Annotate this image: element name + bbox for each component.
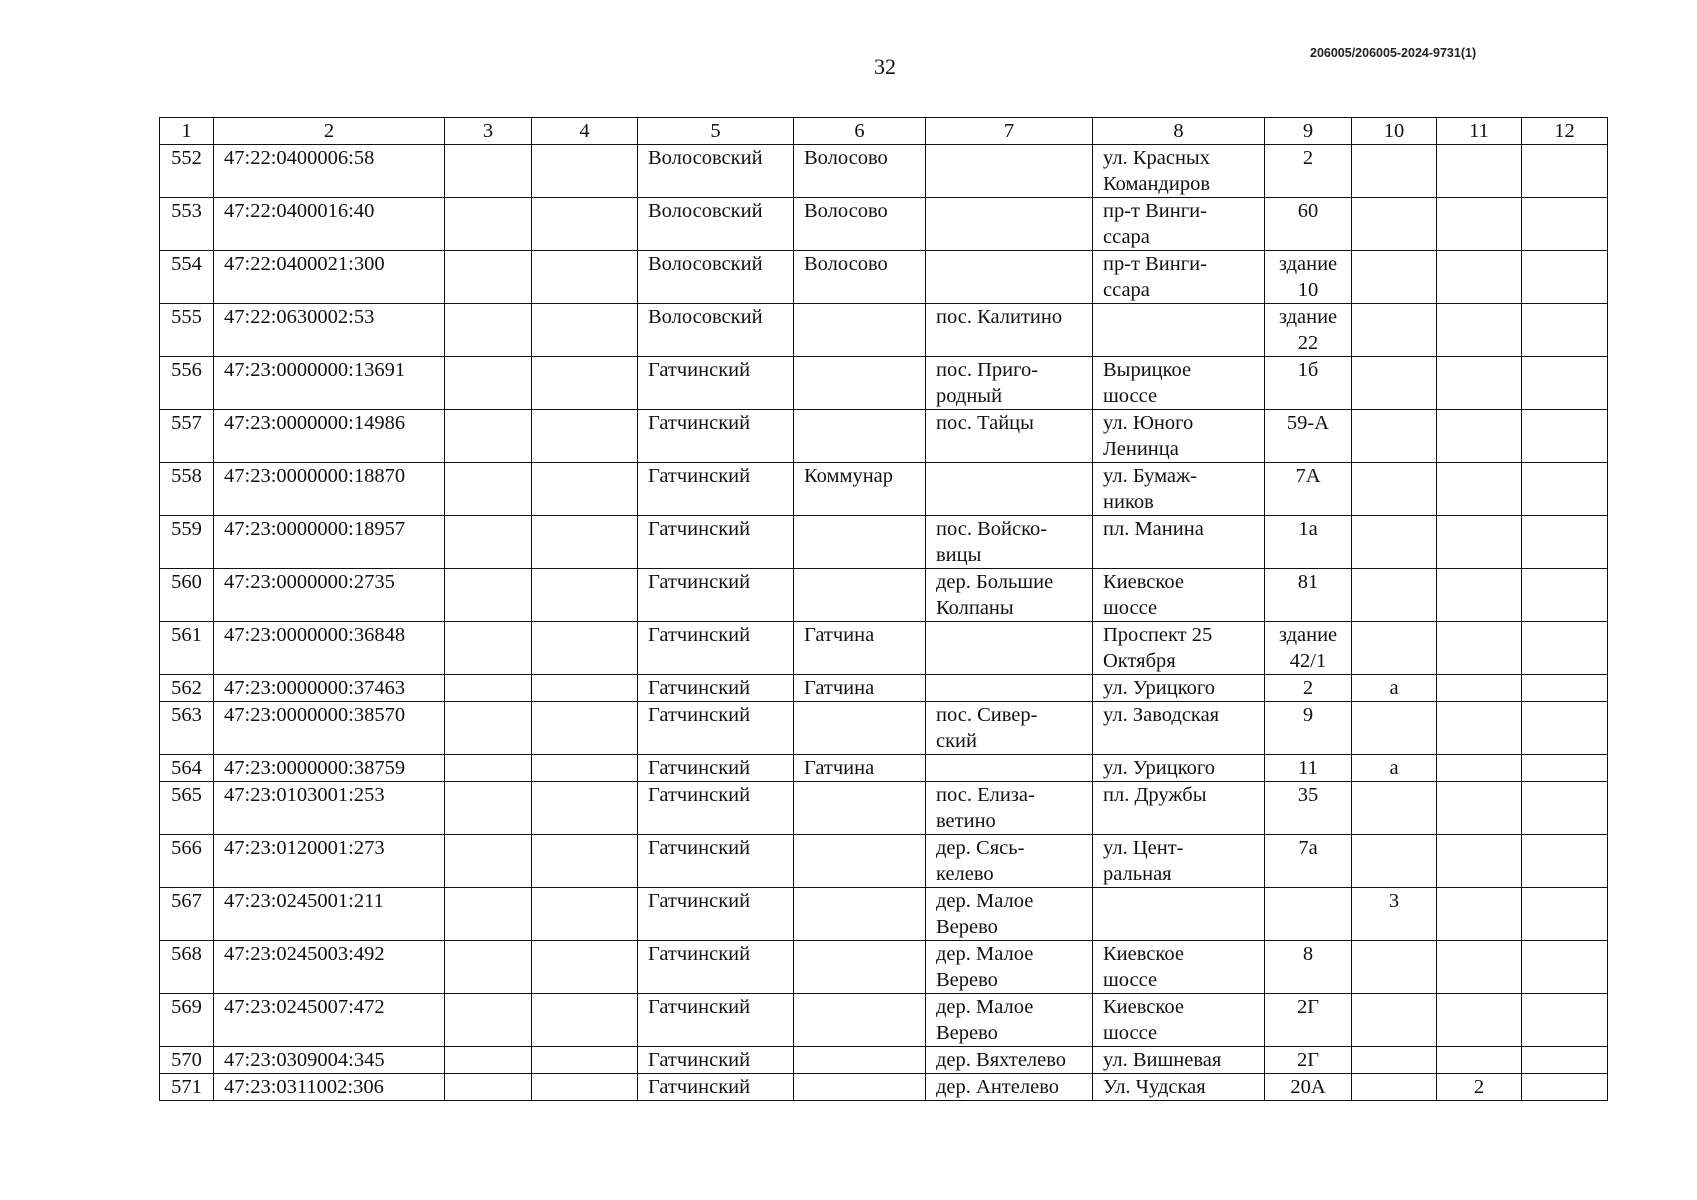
cell-col-2: 47:23:0000000:37463 xyxy=(214,675,445,702)
cell-col-1: 561 xyxy=(160,622,214,675)
table-row xyxy=(160,357,1608,410)
table-row xyxy=(160,251,1608,304)
cell-col-11 xyxy=(1437,516,1522,569)
cell-col-2: 47:23:0245007:472 xyxy=(214,994,445,1047)
cell-col-9: 2 xyxy=(1265,675,1352,702)
document-id: 206005/206005-2024-9731(1) xyxy=(1310,46,1477,60)
cell-col-1: 552 xyxy=(160,145,214,198)
cell-col-11 xyxy=(1437,1047,1522,1074)
cell-col-4 xyxy=(532,357,638,410)
cell-col-6 xyxy=(794,410,926,463)
cell-col-7: дер. Сясь- келево xyxy=(926,835,1093,888)
cell-col-9: 20А xyxy=(1265,1074,1352,1101)
cell-col-1: 565 xyxy=(160,782,214,835)
cell-col-11 xyxy=(1437,888,1522,941)
cell-col-1: 558 xyxy=(160,463,214,516)
cell-col-2: 47:23:0245001:211 xyxy=(214,888,445,941)
cell-col-12 xyxy=(1522,622,1608,675)
column-header-7: 7 xyxy=(926,118,1093,145)
cell-col-8: Киевское шоссе xyxy=(1093,994,1265,1047)
cell-col-1: 568 xyxy=(160,941,214,994)
cell-col-5: Гатчинский xyxy=(638,569,794,622)
table-row xyxy=(160,145,1608,198)
cell-col-10 xyxy=(1352,569,1437,622)
cell-col-12 xyxy=(1522,755,1608,782)
cell-col-9: здание 22 xyxy=(1265,304,1352,357)
cell-col-10 xyxy=(1352,304,1437,357)
cell-col-4 xyxy=(532,569,638,622)
cell-col-6: Волосово xyxy=(794,145,926,198)
table-row xyxy=(160,835,1608,888)
cell-col-7: пос. Сивер- ский xyxy=(926,702,1093,755)
cell-col-11 xyxy=(1437,782,1522,835)
table-body xyxy=(160,145,1608,1101)
cell-col-3 xyxy=(445,463,532,516)
cell-col-10 xyxy=(1352,994,1437,1047)
cell-col-3 xyxy=(445,569,532,622)
cell-col-2: 47:22:0630002:53 xyxy=(214,304,445,357)
cell-col-5: Гатчинский xyxy=(638,702,794,755)
cell-col-11 xyxy=(1437,198,1522,251)
cell-col-10 xyxy=(1352,782,1437,835)
cell-col-6 xyxy=(794,1074,926,1101)
column-header-10: 10 xyxy=(1352,118,1437,145)
cell-col-9: 11 xyxy=(1265,755,1352,782)
cell-col-6: Волосово xyxy=(794,198,926,251)
cell-col-5: Гатчинский xyxy=(638,622,794,675)
cell-col-1: 560 xyxy=(160,569,214,622)
cell-col-11 xyxy=(1437,675,1522,702)
page-number: 32 xyxy=(874,54,896,79)
cell-col-4 xyxy=(532,198,638,251)
cell-col-4 xyxy=(532,251,638,304)
cell-col-8: ул. Бумаж- ников xyxy=(1093,463,1265,516)
cell-col-10 xyxy=(1352,145,1437,198)
cell-col-10 xyxy=(1352,941,1437,994)
column-header-6: 6 xyxy=(794,118,926,145)
cell-col-3 xyxy=(445,304,532,357)
cell-col-6: Коммунар xyxy=(794,463,926,516)
cell-col-1: 564 xyxy=(160,755,214,782)
cell-col-1: 553 xyxy=(160,198,214,251)
cell-col-1: 559 xyxy=(160,516,214,569)
cell-col-1: 567 xyxy=(160,888,214,941)
cell-col-6 xyxy=(794,304,926,357)
cell-col-5: Гатчинский xyxy=(638,410,794,463)
cell-col-12 xyxy=(1522,702,1608,755)
cell-col-10 xyxy=(1352,410,1437,463)
table-row xyxy=(160,994,1608,1047)
cell-col-3 xyxy=(445,941,532,994)
cell-col-10 xyxy=(1352,835,1437,888)
cell-col-7: дер. Малое Верево xyxy=(926,888,1093,941)
cell-col-1: 556 xyxy=(160,357,214,410)
cell-col-8: ул. Урицкого xyxy=(1093,755,1265,782)
cell-col-11 xyxy=(1437,622,1522,675)
cell-col-12 xyxy=(1522,569,1608,622)
cell-col-7 xyxy=(926,463,1093,516)
cell-col-10 xyxy=(1352,198,1437,251)
cell-col-3 xyxy=(445,410,532,463)
column-header-4: 4 xyxy=(532,118,638,145)
cell-col-5: Гатчинский xyxy=(638,1047,794,1074)
table-row xyxy=(160,675,1608,702)
cell-col-11 xyxy=(1437,835,1522,888)
cell-col-5: Гатчинский xyxy=(638,835,794,888)
cell-col-4 xyxy=(532,622,638,675)
cell-col-12 xyxy=(1522,835,1608,888)
cell-col-8: пл. Манина xyxy=(1093,516,1265,569)
cell-col-5: Гатчинский xyxy=(638,755,794,782)
table-row xyxy=(160,463,1608,516)
cell-col-8: Вырицкое шоссе xyxy=(1093,357,1265,410)
cell-col-3 xyxy=(445,1047,532,1074)
cell-col-6 xyxy=(794,569,926,622)
cell-col-12 xyxy=(1522,145,1608,198)
table-row xyxy=(160,1047,1608,1074)
column-header-1: 1 xyxy=(160,118,214,145)
cell-col-12 xyxy=(1522,198,1608,251)
cell-col-9 xyxy=(1265,888,1352,941)
cell-col-2: 47:23:0311002:306 xyxy=(214,1074,445,1101)
cell-col-9: 8 xyxy=(1265,941,1352,994)
cell-col-6 xyxy=(794,782,926,835)
cell-col-12 xyxy=(1522,304,1608,357)
cell-col-4 xyxy=(532,410,638,463)
cell-col-7: дер. Большие Колпаны xyxy=(926,569,1093,622)
table-row xyxy=(160,516,1608,569)
cell-col-10 xyxy=(1352,463,1437,516)
cell-col-4 xyxy=(532,835,638,888)
cell-col-1: 571 xyxy=(160,1074,214,1101)
cell-col-11 xyxy=(1437,357,1522,410)
cell-col-11: 2 xyxy=(1437,1074,1522,1101)
cell-col-9: 7А xyxy=(1265,463,1352,516)
cell-col-5: Гатчинский xyxy=(638,516,794,569)
cell-col-9: 81 xyxy=(1265,569,1352,622)
table-row xyxy=(160,569,1608,622)
cell-col-2: 47:23:0245003:492 xyxy=(214,941,445,994)
cell-col-3 xyxy=(445,198,532,251)
table-row xyxy=(160,702,1608,755)
cell-col-6: Гатчина xyxy=(794,755,926,782)
cell-col-2: 47:23:0000000:18870 xyxy=(214,463,445,516)
cell-col-8: ул. Урицкого xyxy=(1093,675,1265,702)
table-row xyxy=(160,410,1608,463)
cell-col-8 xyxy=(1093,888,1265,941)
cell-col-8: ул. Заводская xyxy=(1093,702,1265,755)
table-row xyxy=(160,782,1608,835)
cell-col-10 xyxy=(1352,1074,1437,1101)
cell-col-3 xyxy=(445,1074,532,1101)
cell-col-11 xyxy=(1437,251,1522,304)
cell-col-3 xyxy=(445,702,532,755)
cell-col-4 xyxy=(532,782,638,835)
column-header-3: 3 xyxy=(445,118,532,145)
cell-col-3 xyxy=(445,888,532,941)
cell-col-3 xyxy=(445,622,532,675)
cell-col-12 xyxy=(1522,994,1608,1047)
cell-col-5: Волосовский xyxy=(638,145,794,198)
cell-col-7 xyxy=(926,145,1093,198)
cell-col-11 xyxy=(1437,702,1522,755)
cell-col-6 xyxy=(794,835,926,888)
cell-col-2: 47:23:0000000:18957 xyxy=(214,516,445,569)
column-header-11: 11 xyxy=(1437,118,1522,145)
cell-col-7: пос. Калитино xyxy=(926,304,1093,357)
cell-col-7 xyxy=(926,198,1093,251)
cell-col-1: 563 xyxy=(160,702,214,755)
cell-col-7: пос. Войско- вицы xyxy=(926,516,1093,569)
cell-col-11 xyxy=(1437,569,1522,622)
cell-col-10: а xyxy=(1352,675,1437,702)
cell-col-12 xyxy=(1522,941,1608,994)
cell-col-2: 47:23:0000000:38570 xyxy=(214,702,445,755)
cell-col-8: ул. Красных Командиров xyxy=(1093,145,1265,198)
cell-col-9: 7а xyxy=(1265,835,1352,888)
cell-col-3 xyxy=(445,251,532,304)
column-header-9: 9 xyxy=(1265,118,1352,145)
cell-col-11 xyxy=(1437,994,1522,1047)
cell-col-4 xyxy=(532,304,638,357)
column-header-2: 2 xyxy=(214,118,445,145)
cell-col-11 xyxy=(1437,755,1522,782)
cell-col-3 xyxy=(445,516,532,569)
cell-col-6 xyxy=(794,941,926,994)
cell-col-8: пр-т Винги- ссара xyxy=(1093,198,1265,251)
cell-col-3 xyxy=(445,835,532,888)
cell-col-2: 47:23:0000000:14986 xyxy=(214,410,445,463)
cell-col-1: 557 xyxy=(160,410,214,463)
cell-col-4 xyxy=(532,675,638,702)
cell-col-4 xyxy=(532,1074,638,1101)
cell-col-4 xyxy=(532,941,638,994)
cell-col-2: 47:23:0309004:345 xyxy=(214,1047,445,1074)
cell-col-7 xyxy=(926,755,1093,782)
cell-col-8: ул. Цент- ральная xyxy=(1093,835,1265,888)
cell-col-5: Гатчинский xyxy=(638,463,794,516)
cell-col-10: 3 xyxy=(1352,888,1437,941)
cell-col-8 xyxy=(1093,304,1265,357)
registry-table xyxy=(159,117,1608,1101)
table-row xyxy=(160,304,1608,357)
cell-col-12 xyxy=(1522,516,1608,569)
table-row xyxy=(160,941,1608,994)
cell-col-8: Киевское шоссе xyxy=(1093,569,1265,622)
cell-col-7 xyxy=(926,251,1093,304)
cell-col-10 xyxy=(1352,516,1437,569)
cell-col-11 xyxy=(1437,145,1522,198)
cell-col-9: 59-А xyxy=(1265,410,1352,463)
cell-col-6: Волосово xyxy=(794,251,926,304)
cell-col-9: 2Г xyxy=(1265,994,1352,1047)
cell-col-1: 570 xyxy=(160,1047,214,1074)
cell-col-8: Киевское шоссе xyxy=(1093,941,1265,994)
cell-col-12 xyxy=(1522,1047,1608,1074)
cell-col-5: Гатчинский xyxy=(638,1074,794,1101)
cell-col-7 xyxy=(926,675,1093,702)
cell-col-6 xyxy=(794,357,926,410)
cell-col-2: 47:23:0000000:2735 xyxy=(214,569,445,622)
cell-col-6 xyxy=(794,888,926,941)
cell-col-2: 47:23:0000000:38759 xyxy=(214,755,445,782)
cell-col-9: 1а xyxy=(1265,516,1352,569)
cell-col-12 xyxy=(1522,251,1608,304)
cell-col-7: пос. Елиза- ветино xyxy=(926,782,1093,835)
column-header-12: 12 xyxy=(1522,118,1608,145)
cell-col-4 xyxy=(532,145,638,198)
cell-col-11 xyxy=(1437,941,1522,994)
cell-col-12 xyxy=(1522,410,1608,463)
cell-col-7: дер. Вяхтелево xyxy=(926,1047,1093,1074)
cell-col-10 xyxy=(1352,251,1437,304)
cell-col-10 xyxy=(1352,357,1437,410)
cell-col-8: ул. Вишневая xyxy=(1093,1047,1265,1074)
table-row xyxy=(160,622,1608,675)
cell-col-2: 47:23:0000000:13691 xyxy=(214,357,445,410)
cell-col-12 xyxy=(1522,1074,1608,1101)
cell-col-11 xyxy=(1437,410,1522,463)
column-header-5: 5 xyxy=(638,118,794,145)
cell-col-1: 555 xyxy=(160,304,214,357)
cell-col-4 xyxy=(532,888,638,941)
cell-col-5: Гатчинский xyxy=(638,994,794,1047)
cell-col-10: а xyxy=(1352,755,1437,782)
cell-col-1: 562 xyxy=(160,675,214,702)
cell-col-1: 554 xyxy=(160,251,214,304)
cell-col-1: 569 xyxy=(160,994,214,1047)
cell-col-9: 1б xyxy=(1265,357,1352,410)
cell-col-7: дер. Малое Верево xyxy=(926,994,1093,1047)
cell-col-6 xyxy=(794,1047,926,1074)
cell-col-9: здание 10 xyxy=(1265,251,1352,304)
cell-col-3 xyxy=(445,994,532,1047)
cell-col-7: пос. Приго- родный xyxy=(926,357,1093,410)
cell-col-5: Гатчинский xyxy=(638,941,794,994)
cell-col-10 xyxy=(1352,1047,1437,1074)
header-row xyxy=(160,118,1608,145)
table-row xyxy=(160,1074,1608,1101)
cell-col-5: Волосовский xyxy=(638,304,794,357)
cell-col-2: 47:22:0400006:58 xyxy=(214,145,445,198)
cell-col-4 xyxy=(532,463,638,516)
cell-col-4 xyxy=(532,755,638,782)
cell-col-5: Гатчинский xyxy=(638,357,794,410)
cell-col-10 xyxy=(1352,702,1437,755)
cell-col-6: Гатчина xyxy=(794,675,926,702)
cell-col-4 xyxy=(532,994,638,1047)
cell-col-3 xyxy=(445,755,532,782)
cell-col-8: ул. Юного Ленинца xyxy=(1093,410,1265,463)
cell-col-7: пос. Тайцы xyxy=(926,410,1093,463)
cell-col-9: 9 xyxy=(1265,702,1352,755)
cell-col-3 xyxy=(445,675,532,702)
cell-col-9: 2Г xyxy=(1265,1047,1352,1074)
cell-col-12 xyxy=(1522,888,1608,941)
table-row xyxy=(160,888,1608,941)
cell-col-5: Волосовский xyxy=(638,251,794,304)
cell-col-12 xyxy=(1522,782,1608,835)
cell-col-5: Гатчинский xyxy=(638,675,794,702)
cell-col-8: пр-т Винги- ссара xyxy=(1093,251,1265,304)
cell-col-9: 60 xyxy=(1265,198,1352,251)
cell-col-8: Проспект 25 Октября xyxy=(1093,622,1265,675)
cell-col-11 xyxy=(1437,463,1522,516)
cell-col-12 xyxy=(1522,463,1608,516)
cell-col-5: Волосовский xyxy=(638,198,794,251)
cell-col-4 xyxy=(532,1047,638,1074)
cell-col-6 xyxy=(794,994,926,1047)
cell-col-9: 35 xyxy=(1265,782,1352,835)
cell-col-6 xyxy=(794,516,926,569)
cell-col-1: 566 xyxy=(160,835,214,888)
cell-col-4 xyxy=(532,516,638,569)
cell-col-6: Гатчина xyxy=(794,622,926,675)
cell-col-5: Гатчинский xyxy=(638,782,794,835)
cell-col-2: 47:22:0400016:40 xyxy=(214,198,445,251)
cell-col-8: пл. Дружбы xyxy=(1093,782,1265,835)
table-header xyxy=(160,118,1608,145)
cell-col-7: дер. Антелево xyxy=(926,1074,1093,1101)
cell-col-9: 2 xyxy=(1265,145,1352,198)
column-header-8: 8 xyxy=(1093,118,1265,145)
cell-col-7 xyxy=(926,622,1093,675)
cell-col-2: 47:22:0400021:300 xyxy=(214,251,445,304)
cell-col-9: здание 42/1 xyxy=(1265,622,1352,675)
cell-col-3 xyxy=(445,357,532,410)
cell-col-3 xyxy=(445,782,532,835)
cell-col-6 xyxy=(794,702,926,755)
cell-col-3 xyxy=(445,145,532,198)
cell-col-2: 47:23:0120001:273 xyxy=(214,835,445,888)
cell-col-12 xyxy=(1522,675,1608,702)
cell-col-4 xyxy=(532,702,638,755)
table-row xyxy=(160,755,1608,782)
cell-col-8: Ул. Чудская xyxy=(1093,1074,1265,1101)
cell-col-5: Гатчинский xyxy=(638,888,794,941)
cell-col-2: 47:23:0000000:36848 xyxy=(214,622,445,675)
cell-col-2: 47:23:0103001:253 xyxy=(214,782,445,835)
cell-col-11 xyxy=(1437,304,1522,357)
cell-col-12 xyxy=(1522,357,1608,410)
table-row xyxy=(160,198,1608,251)
cell-col-10 xyxy=(1352,622,1437,675)
cell-col-7: дер. Малое Верево xyxy=(926,941,1093,994)
